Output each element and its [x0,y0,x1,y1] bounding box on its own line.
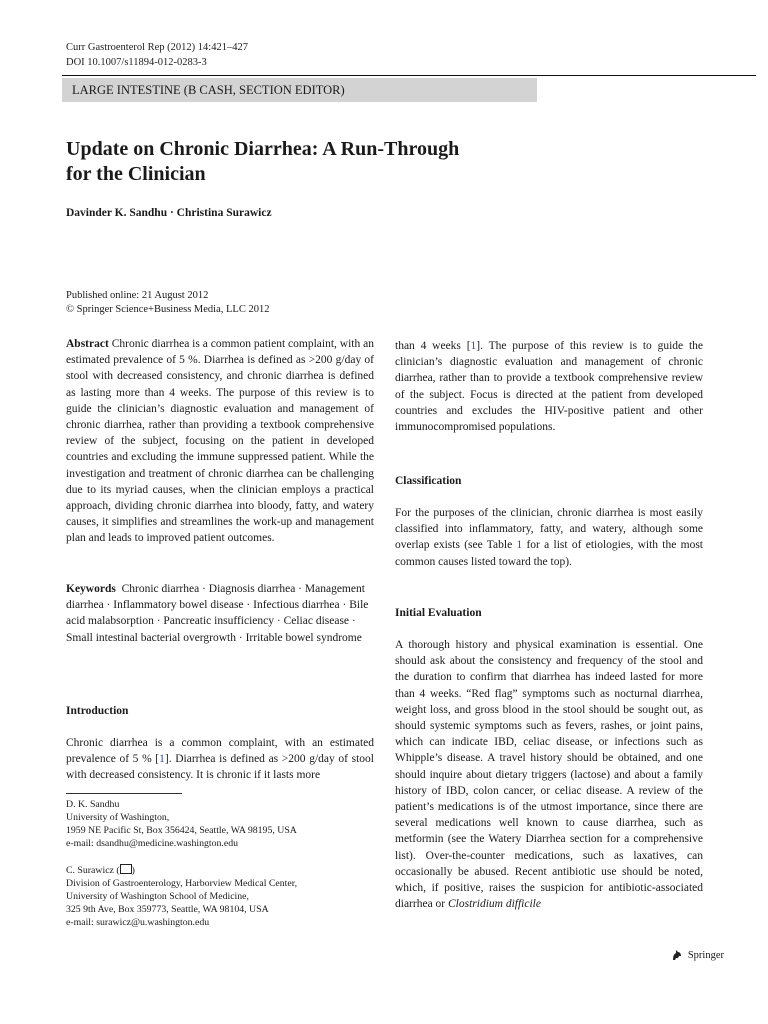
section-banner: LARGE INTESTINE (B CASH, SECTION EDITOR) [62,78,537,102]
article-title: Update on Chronic Diarrhea: A Run-Through for the Clinician [66,138,460,185]
springer-horse-icon [670,948,684,962]
affiliation-sandhu: D. K. Sandhu University of Washington, 1959 NE Pacific St, Box 356424, Seattle, WA 98195, USA e-mail: dsandhu@medicine.washington.edu [66,799,297,849]
publication-info [66,289,269,317]
journal-citation: Curr Gastroenterol Rep (2012) 14:421–427 [66,42,248,53]
classification-heading: Classification [395,475,462,487]
author-list: Davinder K. Sandhu · Christina Surawicz [66,207,272,219]
introduction-heading: Introduction [66,705,129,717]
footnote-rule [66,793,182,794]
header-rule [62,75,756,76]
reference-link[interactable]: 1 [159,753,165,766]
abstract: Abstract Chronic diarrhea is a common patient complaint, with an estimated prevalence of 5 %. Diarrhea is defined as >200 g/day of stool with decreased consistency, and chronic diarrhea is defined as lasting more than 4 weeks. The purpose of this review is to guide the clinician’s diagnostic evaluation and management of chronic diarrhea, rather than providing a textbook comprehensive review of the subject, focusing on the patient in developed countries and excluding the immune suppressed patient. While the investigation and treatment of chronic diarrhea can be challenging due to its myriad causes, when the clinician employs a practical approach, dividing chronic diarrhea into bloody, fatty, and watery causes, it simplifies and streamlines the work-up and management plan and leads to improved patient outcomes. [66,338,374,545]
introduction-text: Chronic diarrhea is a common complaint, with an estimated prevalence of 5 % [1]. Diarrhea is defined as >200 g/day of stool with decreased consistency. It is chronic if it lasts more [66,737,374,782]
copyright: © Springer Science+Business Media, LLC 2012 [66,304,270,315]
keywords: Keywords Chronic diarrhea · Diagnosis diarrhea · Management diarrhea · Inflammatory bowel disease · Infectious diarrhea · Bile acid malabsorption · Pancreatic insufficiency · Celiac disease · Small intestinal bacterial overgrowth · Irritable bowel syndrome [66,583,369,644]
reference-link[interactable]: 1 [470,340,477,352]
classification-text: For the purposes of the clinician, chronic diarrhea is most easily classified into inflammatory, fatty, and watery, although some overlap exists (see Table 1 for a list of etiologies, with the most common causes listed toward the top). [395,507,703,568]
doi[interactable]: DOI 10.1007/s11894-012-0283-3 [66,57,207,68]
initial-evaluation-text: A thorough history and physical examination is essential. One should ask about the consistency and frequency of the stool and the duration to confirm that diarrhea has indeed lasted for more than 4 weeks. “Red flag” symptoms such as nocturnal diarrhea, weight loss, and gross blood in the stool should be sought out, as should systemic symptoms such as fevers, rashes, or joint pains, which can indicate IBD, celiac disease, or infections such as Whipple’s disease. A travel history should be obtained, and one should inquire about dietary triggers (lactose) and about a family history of IBD, colon cancer, or celiac disease. A review of the patient’s medications is of the utmost importance, since there are several medications well known to cause diarrhea, such as metformin (see the Watery Diarrhea section for a comprehensive list). Over-the-counter medications, such as laxatives, can occasionally be abused. Recent antibiotic use should be noted, which, if positive, raises the suspicion for antibiotic-associated diarrhea or Clostridium difficile [395,639,703,911]
publisher-logo: Springer [670,948,724,962]
introduction-continued: than 4 weeks [1]. The purpose of this review is to guide the clinician’s diagnostic evaluation and management of chronic diarrhea, rather than to provide a textbook comprehensive review of the subject. Focus is directed at the patient from developed countries and excludes the HIV-positive patient and other immunocompromised populations. [395,340,703,434]
email-envelope-icon [120,864,132,874]
table-link[interactable]: 1 [516,539,523,552]
initial-evaluation-heading: Initial Evaluation [395,607,482,619]
published-date: Published online: 21 August 2012 [66,290,209,301]
affiliation-surawicz: C. Surawicz ( ) Division of Gastroenterology, Harborview Medical Center, University of Washington School of Medicine, 325 9th Ave, Box 359773, Seattle, WA 98104, USA e-mail: surawicz@u.washington.edu [66,865,298,928]
